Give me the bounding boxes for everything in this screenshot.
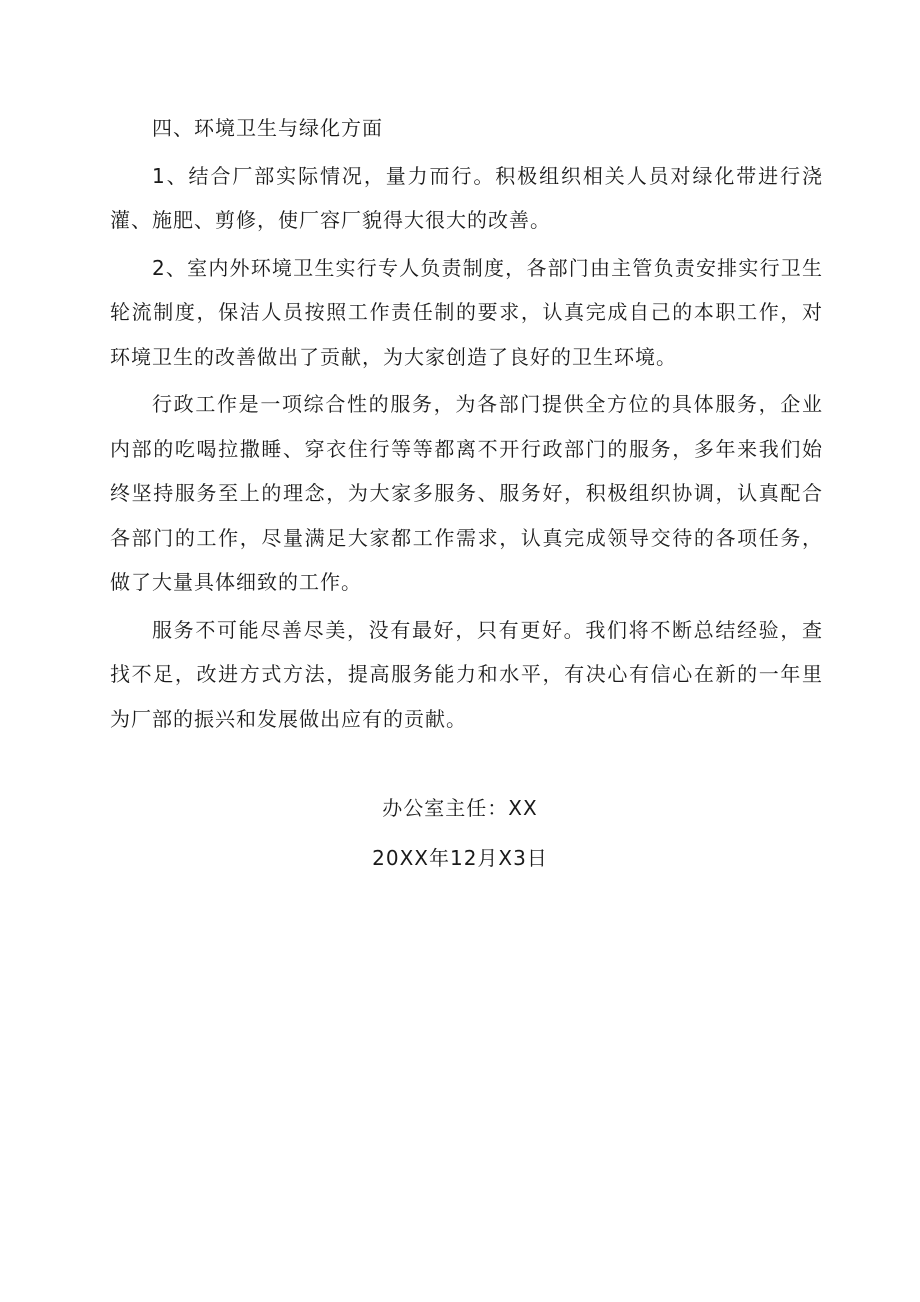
document-body xyxy=(110,106,823,744)
paragraph-admin-work: 行政工作是一项综合性的服务，为各部门提供全方位的具体服务，企业内部的吃喝拉撒睡、穿衣住行等等都离不开行政部门的服务，多年来我们始终坚持服务至上的理念，为大家多服务、服务好，积极组织协调，认真配合各部门的工作，尽量满足大家都工作需求，认真完成领导交待的各项任务，做了大量具体细致的工作。 xyxy=(110,392,823,594)
paragraph-sanitation: 2、室内外环境卫生实行专人负责制度，各部门由主管负责安排实行卫生轮流制度，保洁人员按照工作责任制的要求，认真完成自己的本职工作，对环境卫生的改善做出了贡献，为大家创造了良好的卫生环境。 xyxy=(110,255,823,369)
paragraph-conclusion: 服务不可能尽善尽美，没有最好，只有更好。我们将不断总结经验，查找不足，改进方式方法，提高服务能力和水平，有决心有信心在新的一年里为厂部的振兴和发展做出应有的贡献。 xyxy=(110,617,823,731)
signature-line: 办公室主任：XX xyxy=(382,796,538,820)
section-heading: 四、环境卫生与绿化方面 xyxy=(152,116,383,140)
signature-date: 20XX年12月X3日 xyxy=(372,846,548,870)
paragraph-greening: 1、结合厂部实际情况，量力而行。积极组织相关人员对绿化带进行浇灌、施肥、剪修，使厂容厂貌得大很大的改善。 xyxy=(110,163,823,232)
